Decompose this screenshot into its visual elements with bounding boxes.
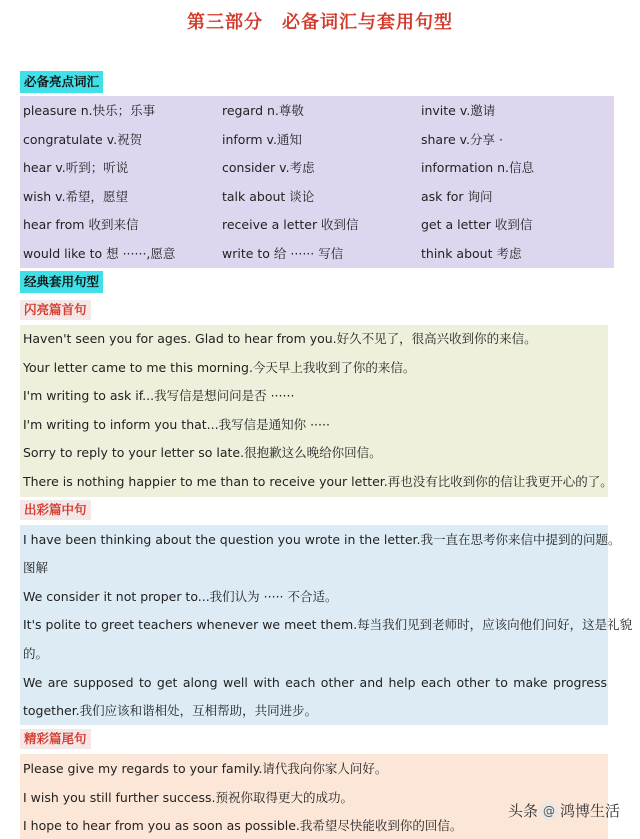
vocab-cell: would like to 想 ······,愿意: [23, 246, 176, 261]
sentence-line: I hope to hear from you as soon as possible.我希望尽快能收到你的回信。: [23, 818, 463, 833]
sentence-line: We are supposed to get along well with each other and help each other to make progress: [23, 675, 607, 690]
vocab-cell: get a letter 收到信: [421, 217, 533, 232]
section1-block: [20, 325, 613, 497]
vocab-cell: hear from 收到来信: [23, 217, 139, 232]
vocab-cell: information n.信息: [421, 160, 535, 175]
vocab-cell: congratulate v.祝贺: [23, 132, 143, 147]
sentence-line: I'm writing to ask if...我写信是想问问是否 ······: [23, 388, 295, 403]
section3-block: [20, 754, 608, 839]
sentence-line: together.我们应该和谐相处，互相帮助，共同进步。: [23, 703, 318, 718]
watermark-name: 鸿博生活: [560, 802, 621, 820]
sentence-line: It's polite to greet teachers whenever we meet them.每当我们见到老师时，应该向他们问好，这是礼貌: [23, 617, 633, 632]
vocab-heading: 必备亮点词汇: [20, 71, 103, 93]
vocab-cell: inform v.通知: [222, 132, 302, 147]
sentence-line: Sorry to reply to your letter so late.很抱歉这么晚给你回信。: [23, 445, 382, 460]
watermark-prefix: 头条: [508, 802, 539, 820]
vocab-cell: pleasure n.快乐；乐事: [23, 103, 156, 118]
sentence-line: We consider it not proper to...我们认为 ····· 不合适。: [23, 589, 338, 604]
section2-block: [20, 525, 633, 725]
section3-heading: 精彩篇尾句: [20, 729, 91, 749]
vocab-cell: wish v.希望，愿望: [23, 189, 129, 204]
sentence-line: There is nothing happier to me than to receive your letter.再也没有比收到你的信让我更开心的了。: [23, 474, 613, 489]
sentence-heading: 经典套用句型: [20, 271, 103, 293]
section1-heading: 闪亮篇首句: [20, 300, 91, 320]
vocab-cell: talk about 谈论: [222, 189, 315, 204]
sentence-line: 的。: [23, 646, 49, 661]
vocab-cell: receive a letter 收到信: [222, 217, 359, 232]
sentence-line: I wish you still further success.预祝你取得更大的成功。: [23, 790, 353, 805]
vocab-cell: think about 考虑: [421, 246, 522, 261]
vocab-cell: write to 给 ······ 写信: [222, 246, 344, 261]
page-title: 第三部分 必备词汇与套用句型: [187, 12, 453, 33]
sentence-line: I'm writing to inform you that...我写信是通知你 ·····: [23, 417, 330, 432]
watermark-at-icon: @: [540, 802, 558, 820]
vocab-cell: hear v.听到；听说: [23, 160, 129, 175]
sentence-line: 图解: [23, 560, 49, 575]
section2-heading: 出彩篇中句: [20, 500, 91, 520]
vocab-cell: regard n.尊敬: [222, 103, 304, 118]
sentence-line: I have been thinking about the question you wrote in the letter.我一直在思考你来信中提到的问题。: [23, 532, 621, 547]
watermark: [508, 800, 620, 821]
vocab-table: [20, 96, 614, 268]
sentence-line: Please give my regards to your family.请代我向你家人问好。: [23, 761, 388, 776]
sentence-line: Haven't seen you for ages. Glad to hear from you.好久不见了，很高兴收到你的来信。: [23, 331, 537, 346]
vocab-cell: invite v.邀请: [421, 103, 496, 118]
vocab-cell: consider v.考虑: [222, 160, 315, 175]
sentence-line: Your letter came to me this morning.今天早上我收到了你的来信。: [23, 360, 416, 375]
vocab-cell: share v.分享 ·: [421, 132, 503, 147]
vocab-cell: ask for 询问: [421, 189, 493, 204]
